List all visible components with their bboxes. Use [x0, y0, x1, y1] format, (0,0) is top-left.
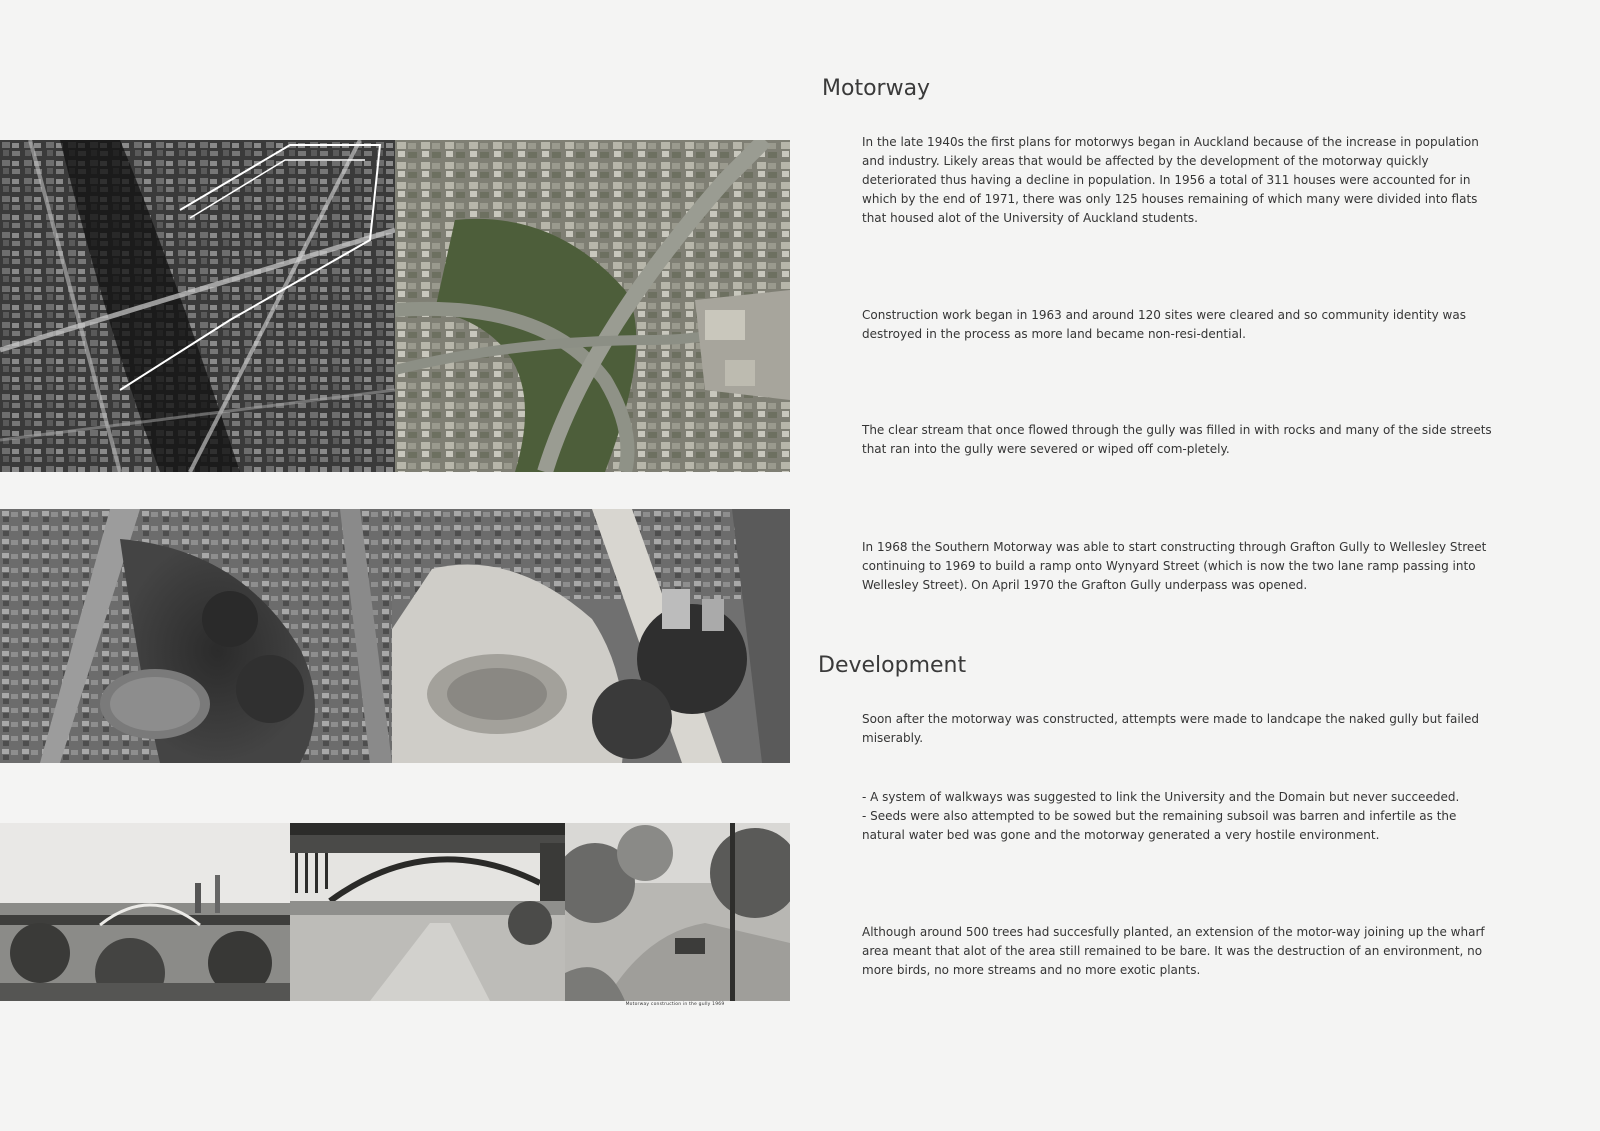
photo-caption: Motorway construction in the gully 1969	[625, 1002, 725, 1007]
motorway-paragraph-1: In the late 1940s the first plans for motorwys began in Auckland because of the increase in population and industry. Likely areas that would be affected by the development of the motorway quickly deteriorated thus having a decline in population. In 1956 a total of 311 houses were accounted for in which by the end of 1971, there was only 125 houses remaining of which many were divided into flats that housed alot of the University of Auckland students.	[862, 135, 1479, 225]
development-paragraph-2: - A system of walkways was suggested to link the University and the Domain but never succeeded. - Seeds were also attempted to be sowed but the remaining subsoil was barren and infertile as the natural water bed was gone and the motorway generated a very hostile environment.	[862, 790, 1460, 842]
gully-photo-construction	[392, 509, 790, 763]
development-paragraph-3: Although around 500 trees had succesfully planted, an extension of the motor-way joining up the wharf area meant that alot of the area still remained to be bare. It was the destruction of an environment, no more birds, no more streams and no more exotic plants.	[862, 925, 1485, 977]
motorway-paragraph-3: The clear stream that once flowed through the gully was filled in with rocks and many of the side streets that ran into the gully were severed or wiped off com-pletely.	[862, 423, 1492, 456]
development-paragraph-1: Soon after the motorway was constructed, attempts were made to landcape the naked gully but failed miserably.	[862, 712, 1480, 745]
bridge-photo-distant	[0, 823, 290, 1001]
gully-photo-before	[0, 509, 392, 763]
motorway-paragraph-4: In 1968 the Southern Motorway was able to start constructing through Grafton Gully to Wellesley Street continuing to 1969 to build a ramp onto Wynyard Street (which is now the two lane ramp passing into Wellesley Street). On April 1970 the Grafton Gully underpass was opened.	[862, 540, 1487, 592]
aerial-photo-historic	[0, 140, 395, 472]
motorway-heading: Motorway	[822, 76, 931, 101]
bridge-photo-arch	[290, 823, 565, 1001]
development-heading: Development	[818, 653, 967, 678]
motorway-paragraph-2: Construction work began in 1963 and around 120 sites were cleared and so community identity was destroyed in the process as more land became non-resi-dential.	[862, 308, 1466, 341]
gully-photo-works	[565, 823, 790, 1001]
aerial-photo-modern	[395, 140, 790, 472]
